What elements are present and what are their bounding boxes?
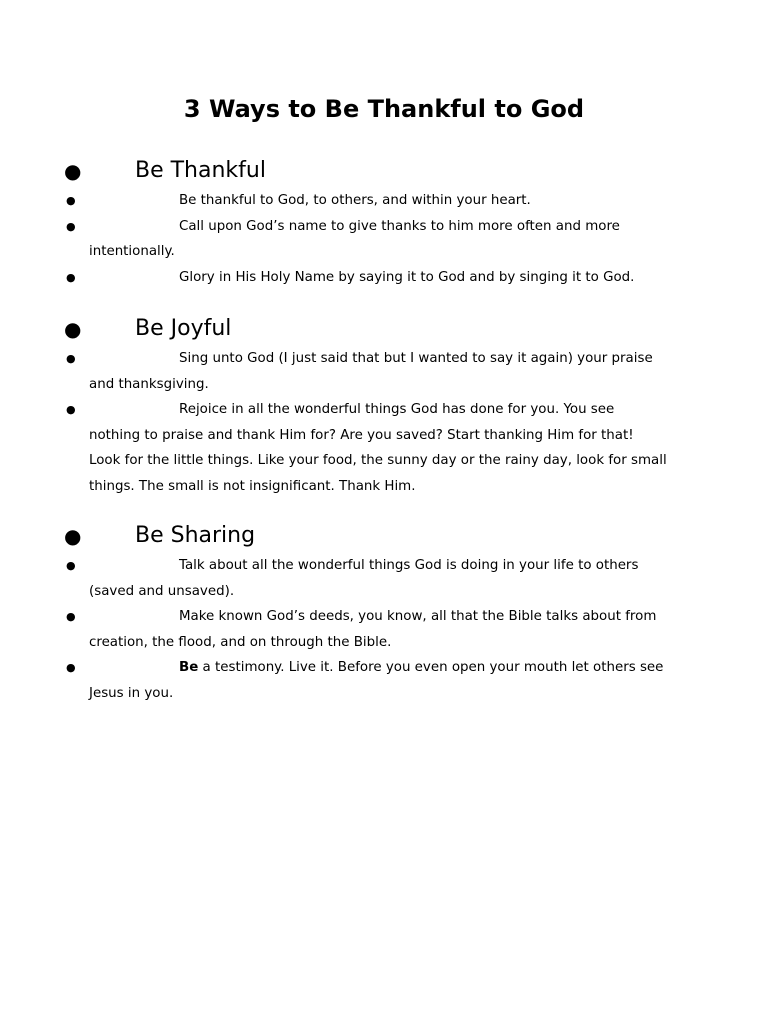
list-item xyxy=(0,188,669,214)
section-be-thankful xyxy=(0,154,768,290)
bullet-icon: ● xyxy=(66,352,76,365)
bullet-icon: ● xyxy=(66,403,76,416)
bullet-icon: ● xyxy=(64,159,82,183)
list-item-text: Be thankful to God, to others, and within your heart. xyxy=(179,193,531,208)
list-item-text: Glory in His Holy Name by saying it to God and by singing it to God. xyxy=(179,269,635,285)
section-heading-text: Be Thankful xyxy=(135,158,266,183)
section-heading xyxy=(0,312,768,346)
bullet-icon: ● xyxy=(66,559,76,572)
section-heading-text: Be Sharing xyxy=(135,523,256,548)
list-item-text: Make known God’s deeds, you know, all that the Bible talks about from creation, the flood, and on through the Bible. xyxy=(89,609,657,650)
list-item xyxy=(0,214,669,265)
list-item-text: Sing unto God (I just said that but I wanted to say it again) your praise and thanksgiving. xyxy=(89,351,653,392)
bullet-list xyxy=(0,346,768,499)
section-be-sharing xyxy=(0,519,768,706)
list-item xyxy=(0,265,669,291)
bullet-icon: ● xyxy=(66,610,76,623)
list-item xyxy=(0,346,669,397)
list-item-text: Talk about all the wonderful things God is doing in your life to others (saved and unsaved). xyxy=(89,558,639,599)
section-heading xyxy=(0,519,768,553)
page-title: 3 Ways to Be Thankful to God xyxy=(183,95,585,123)
bullet-icon: ● xyxy=(64,317,82,341)
section-be-joyful xyxy=(0,312,768,499)
section-heading-text: Be Joyful xyxy=(135,316,232,341)
list-item-lead: Be xyxy=(179,660,199,675)
bullet-icon: ● xyxy=(66,219,76,233)
list-item xyxy=(0,604,669,655)
list-item xyxy=(0,397,669,499)
bullet-list xyxy=(0,188,768,290)
bullet-icon: ● xyxy=(66,270,76,284)
section-heading xyxy=(0,154,768,188)
list-item-text: a testimony. Live it. Before you even open your mouth let others see Jesus in you. xyxy=(89,660,664,701)
bullet-icon: ● xyxy=(66,194,76,207)
bullet-icon: ● xyxy=(64,524,82,548)
list-item xyxy=(0,655,669,706)
bullet-icon: ● xyxy=(66,661,76,674)
list-item-text: Rejoice in all the wonderful things God has done for you. You see nothing to praise and thank Him for? Are you saved? Start thanking Him for that! Look for the little things. Like your food, the sunny day or the rainy day, look for small things. The small is not insignificant. Thank Him. xyxy=(89,402,667,494)
bullet-list xyxy=(0,553,768,706)
list-item xyxy=(0,553,669,604)
list-item-text: Call upon God’s name to give thanks to him more often and more intentionally. xyxy=(89,218,620,259)
